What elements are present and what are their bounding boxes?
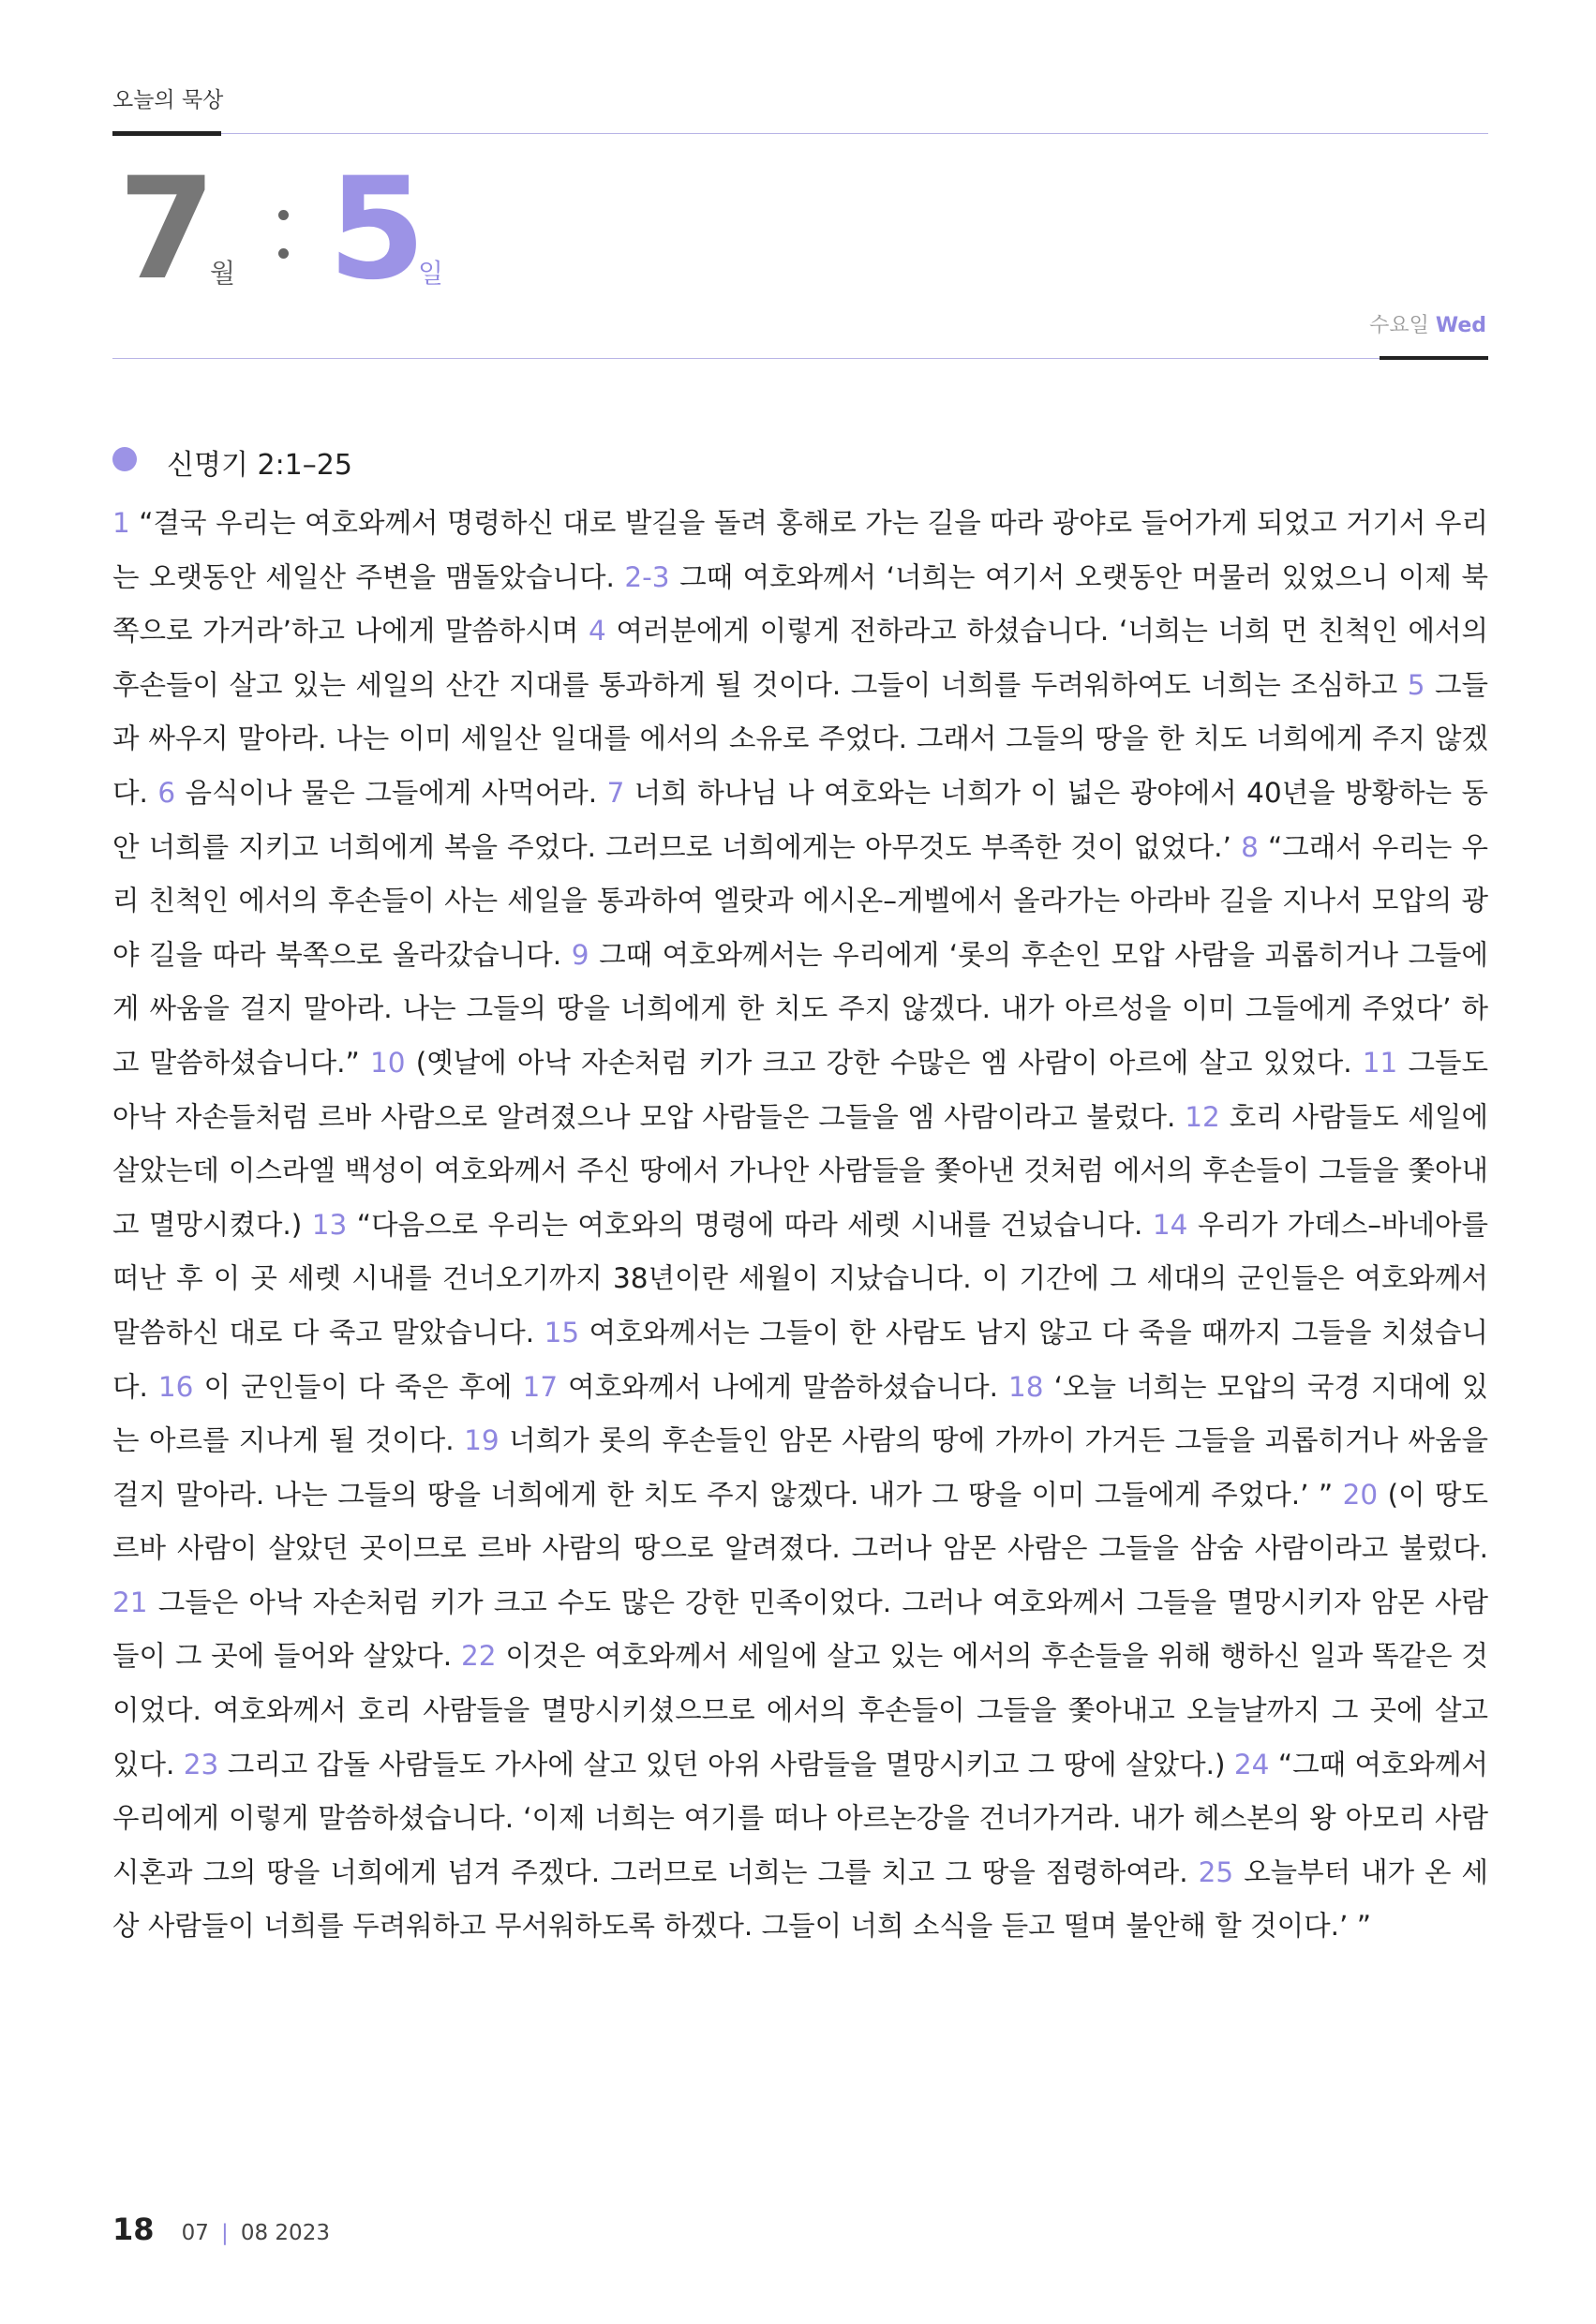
verse-number: 19 (464, 1424, 500, 1457)
page-footer (112, 2212, 330, 2247)
day-unit: 일 (418, 258, 444, 289)
top-divider-accent (112, 131, 221, 136)
verse-number: 14 (1152, 1208, 1188, 1241)
verse-number: 15 (544, 1316, 580, 1348)
scripture-text (112, 497, 1488, 1954)
day-number: 5 (328, 148, 423, 311)
verse-number: 8 (1241, 830, 1259, 863)
verse-text: 이것은 여호와께서 세일에 살고 있는 에서의 후손들을 위해 행하신 일과 똑같은 것이었다. 여호와께서 호리 사람들을 멸망시키셨으므로 에서의 후손들이 그들을 쫓아내고 오늘날까지 그 곳에 살고 있다. (112, 1640, 1488, 1780)
header-divider (112, 358, 1488, 359)
verse-number: 4 (589, 615, 606, 648)
passage-reference: 신명기 2:1–25 (167, 449, 352, 482)
verse-number: 22 (461, 1640, 497, 1673)
verse-number: 5 (1407, 668, 1425, 701)
verse-text: 너희 하나님 나 여호와는 너희가 이 넓은 광야에서 40년을 방황하는 동안 너희를 지키고 너희에게 복을 주었다. 그러므로 너희에게는 아무것도 부족한 것이 없었다.’ (112, 776, 1488, 863)
verse-text: 그들도 아낙 자손들처럼 르바 사람으로 알려졌으나 모압 사람들은 그들을 엠 사람이라고 불렀다. (112, 1046, 1489, 1133)
verse-text: “결국 우리는 여호와께서 명령하신 대로 발길을 돌려 홍해로 가는 길을 따라 광야로 들어가게 되었고 거기서 우리는 오랫동안 세일산 주변을 맴돌았습니다. (112, 507, 1488, 593)
verse-text: 너희가 롯의 후손들인 암몬 사람의 땅에 가까이 가거든 그들을 괴롭히거나 싸움을 걸지 말아라. 나는 그들의 땅을 너희에게 한 치도 주지 않겠다. 내가 그 땅을 이미 그들에게 주었다.’ ” (112, 1424, 1488, 1511)
colon-dot-top (278, 210, 289, 220)
top-divider (112, 133, 1488, 134)
verse-text: 그때 여호와께서는 우리에게 ‘롯의 후손인 모압 사람을 괴롭히거나 그들에게 싸움을 걸지 말아라. 나는 그들의 땅을 너희에게 한 치도 주지 않겠다. 내가 아르성을 이미 그들에게 주었다’ 하고 말씀하셨습니다.” (112, 938, 1489, 1079)
verse-text: 그때 여호와께서 ‘너희는 여기서 오랫동안 머물러 있었으니 이제 북쪽으로 가거라’하고 나에게 말씀하시며 (112, 560, 1488, 648)
weekday-korean: 수요일 (1369, 314, 1429, 337)
verse-text: 그들은 아낙 자손처럼 키가 크고 수도 많은 강한 민족이었다. 그러나 여호와께서 그들을 멸망시키자 암몬 사람들이 그 곳에 들어와 살았다. (112, 1586, 1488, 1673)
verse-number: 12 (1185, 1100, 1220, 1133)
issue-separator: | (221, 2221, 229, 2245)
verse-number: 25 (1198, 1855, 1234, 1888)
verse-number: 17 (522, 1370, 559, 1403)
month-unit: 월 (210, 258, 236, 289)
verse-number: 1 (112, 507, 130, 539)
verse-text: 그들과 싸우지 말아라. 나는 이미 세일산 일대를 에서의 소유로 주었다. 그래서 그들의 땅을 한 치도 너희에게 주지 않겠다. (112, 668, 1489, 809)
section-label: 오늘의 묵상 (112, 88, 224, 112)
month-number: 7 (118, 148, 213, 311)
circle-bullet-icon (112, 447, 137, 471)
verse-text: 음식이나 물은 그들에게 사먹어라. (175, 776, 607, 809)
verse-text: 오늘부터 내가 온 세상 사람들이 너희를 두려워하고 무서워하도록 하겠다. 그들이 너희 소식을 듣고 떨며 불안해 할 것이다.’ ” (112, 1855, 1488, 1943)
verse-text: 여호와께서는 그들이 한 사람도 남지 않고 다 죽을 때까지 그들을 치셨습니다. (112, 1316, 1488, 1403)
issue-month: 07 (181, 2221, 209, 2245)
verse-text: “그때 여호와께서 우리에게 이렇게 말씀하셨습니다. ‘이제 너희는 여기를 떠나 아르논강을 건너가거라. 내가 헤스본의 왕 아모리 사람 시혼과 그의 땅을 너희에게 넘겨 주겠다. 그러므로 너희는 그를 치고 그 땅을 점령하여라. (112, 1748, 1488, 1888)
verse-number: 11 (1362, 1046, 1398, 1079)
weekday (1369, 309, 1486, 338)
weekday-english: Wed (1435, 314, 1486, 337)
verse-number: 6 (157, 776, 176, 809)
verse-number: 10 (370, 1046, 406, 1079)
verse-number: 20 (1342, 1478, 1379, 1511)
verse-number: 21 (112, 1586, 148, 1618)
verse-number: 24 (1233, 1748, 1270, 1780)
verse-text: “그래서 우리는 우리 친척인 에서의 후손들이 사는 세일을 통과하여 엘랏과 에시온–게벨에서 올라가는 아라바 길을 지나서 모압의 광야 길을 따라 북쪽으로 올라갔습니다. (112, 830, 1488, 971)
verse-text: ‘오늘 너희는 모압의 국경 지대에 있는 아르를 지나게 될 것이다. (112, 1370, 1489, 1457)
verse-text: 호리 사람들도 세일에 살았는데 이스라엘 백성이 여호와께서 주신 땅에서 가나안 사람들을 쫓아낸 것처럼 에서의 후손들이 그들을 쫓아내고 멸망시켰다.) (112, 1100, 1489, 1241)
verse-number: 16 (157, 1370, 194, 1403)
verse-text: (옛날에 아낙 자손처럼 키가 크고 강한 수많은 엠 사람이 아르에 살고 있었다. (405, 1046, 1363, 1079)
verse-text: 여러분에게 이렇게 전하라고 하셨습니다. ‘너희는 너희 먼 친척인 에서의 후손들이 살고 있는 세일의 산간 지대를 통과하게 될 것이다. 그들이 너희를 두려워하여도 너희는 조심하고 (112, 615, 1488, 701)
verse-number: 18 (1008, 1370, 1044, 1403)
verse-number: 13 (311, 1208, 348, 1241)
verse-number: 7 (606, 776, 625, 809)
verse-text: 여호와께서 나에게 말씀하셨습니다. (558, 1370, 1009, 1403)
issue-year: 08 2023 (240, 2221, 330, 2245)
header-divider-accent (1380, 356, 1488, 360)
colon-dot-bottom (278, 248, 289, 259)
verse-number: 9 (571, 938, 589, 971)
page-number: 18 (112, 2212, 155, 2247)
verse-text: (이 땅도 르바 사람이 살았던 곳이므로 르바 사람의 땅으로 알려졌다. 그러나 암몬 사람은 그들을 삼숨 사람이라고 불렀다. (112, 1478, 1488, 1565)
verse-number: 2-3 (624, 560, 670, 593)
verse-text: 그리고 갑돌 사람들도 가사에 살고 있던 아위 사람들을 멸망시키고 그 땅에 살았다.) (218, 1748, 1234, 1780)
verse-number: 23 (183, 1748, 219, 1780)
verse-text: “다음으로 우리는 여호와의 명령에 따라 세렛 시내를 건넜습니다. (347, 1208, 1153, 1241)
verse-text: 우리가 가데스–바네아를 떠난 후 이 곳 세렛 시내를 건너오기까지 38년이란 세월이 지났습니다. 이 기간에 그 세대의 군인들은 여호와께서 말씀하신 대로 다 죽고 말았습니다. (112, 1208, 1488, 1348)
verse-text: 이 군인들이 다 죽은 후에 (193, 1370, 523, 1403)
